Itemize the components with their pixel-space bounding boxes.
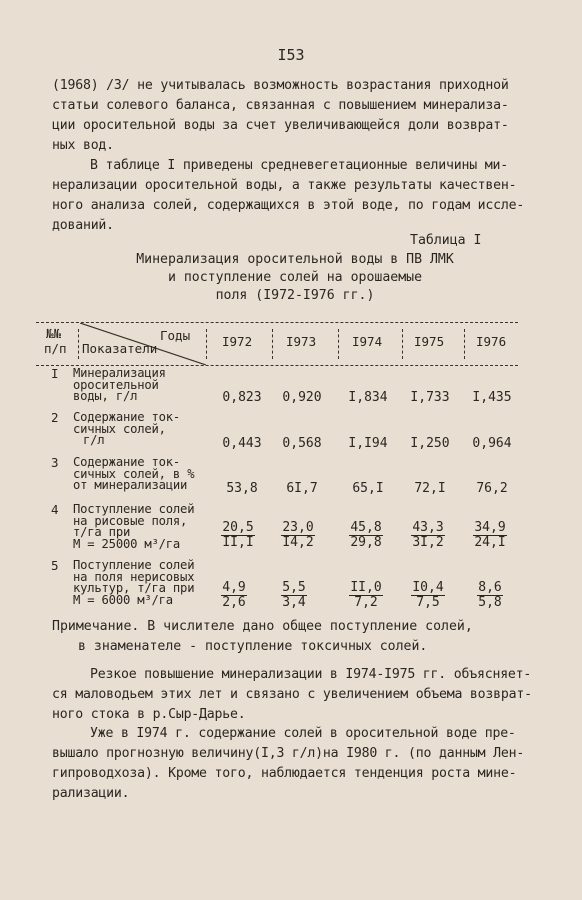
denominator: 24,I xyxy=(474,535,506,550)
header-year-1976: I976 xyxy=(476,334,507,349)
note-line: Примечание. В числителе дано общее поступление солей, xyxy=(52,619,473,634)
table-cell: I,435 xyxy=(472,390,512,405)
header-num-2: п/п xyxy=(44,341,67,356)
text-line: (1968) /3/ не учитывалась возможность возрастания приходной xyxy=(52,78,509,93)
table-title xyxy=(60,251,530,305)
row-label xyxy=(73,368,166,403)
numerator: 8,6 xyxy=(478,580,502,595)
paragraph-2 xyxy=(52,156,525,236)
denominator: 7,5 xyxy=(416,595,440,610)
title-line: Минерализация оросительной воды в ПВ ЛМК xyxy=(136,252,454,267)
text-line: дований. xyxy=(52,218,114,233)
text-line: В таблице I приведены средневегетационные величины ми- xyxy=(90,158,508,173)
fraction-cell xyxy=(338,581,394,609)
numerator: 5,5 xyxy=(282,580,306,595)
header-year-1972: I972 xyxy=(222,334,253,349)
row-label xyxy=(73,504,194,550)
table-cell: 53,8 xyxy=(226,481,258,496)
table-cell: 0,568 xyxy=(282,436,322,451)
table-cell: 72,I xyxy=(414,481,446,496)
row-number: 2 xyxy=(51,410,59,425)
label-line: г/л xyxy=(83,433,105,447)
paragraph-1 xyxy=(52,76,522,156)
row-number: 5 xyxy=(51,558,59,573)
fraction-cell xyxy=(400,521,456,549)
label-line: Минерализация xyxy=(73,366,166,380)
numerator: 43,3 xyxy=(412,520,444,535)
denominator: 7,2 xyxy=(354,595,378,610)
label-line: культур, т/га при xyxy=(73,581,195,595)
numerator: 45,8 xyxy=(350,520,382,535)
fraction-cell xyxy=(462,581,518,609)
table-cell: 6I,7 xyxy=(286,481,318,496)
text-line: ции оросительной воды за счет увеличивающейся доли возврат- xyxy=(52,118,509,133)
fraction-cell xyxy=(338,521,394,549)
text-line: ся маловодьем этих лет и связано с увеличением объема возврат- xyxy=(52,687,532,702)
header-separator xyxy=(78,329,79,359)
table-cell: 0,920 xyxy=(282,390,322,405)
table-cell: I,250 xyxy=(410,436,450,451)
row-label xyxy=(73,560,194,606)
fraction-cell xyxy=(266,581,322,609)
numerator: 34,9 xyxy=(474,520,506,535)
title-line: и поступление солей на орошаемые xyxy=(167,270,423,285)
numerator: 23,0 xyxy=(282,520,314,535)
table-cell: I,733 xyxy=(410,390,450,405)
header-year-1974: I974 xyxy=(352,334,383,349)
label-line: М = 6000 м³/га xyxy=(73,592,173,607)
table-cell: I,834 xyxy=(348,390,388,405)
table-cell: 76,2 xyxy=(476,481,508,496)
denominator: 3,4 xyxy=(282,595,306,610)
label-line: на поля нерисовых xyxy=(73,569,195,584)
header-separator xyxy=(206,329,207,359)
table-cell: 0,823 xyxy=(222,390,262,405)
label-line: Поступление солей xyxy=(73,502,195,516)
text-line: рализации. xyxy=(52,786,130,801)
header-year-1973: I973 xyxy=(286,334,317,349)
text-line: гипроводхоза). Кроме того, наблюдается тенденция роста мине- xyxy=(52,766,517,781)
table-header xyxy=(36,322,518,366)
paragraph-4 xyxy=(52,724,525,804)
denominator: II,I xyxy=(222,535,254,550)
fraction-cell xyxy=(270,521,326,549)
numerator: 4,9 xyxy=(222,580,246,595)
text-line: статьи солевого баланса, связанная с повышением минерализа- xyxy=(52,98,509,113)
fraction-cell xyxy=(210,521,266,549)
label-line: Содержание ток- xyxy=(73,455,181,469)
text-line: вышало прогнозную величину(I,3 г/л)на I980 г. (по данным Лен- xyxy=(52,746,525,761)
row-label xyxy=(73,457,194,492)
numerator: 20,5 xyxy=(222,520,254,535)
fraction-cell xyxy=(206,581,262,609)
label-line: Содержание ток- xyxy=(73,410,181,424)
title-line: поля (I972-I976 гг.) xyxy=(215,288,375,303)
row-number: 3 xyxy=(51,455,59,470)
label-line: сичных солей, xyxy=(73,421,166,436)
header-separator xyxy=(464,329,465,359)
denominator: 2,6 xyxy=(222,595,246,610)
header-separator xyxy=(338,329,339,359)
text-line: ного стока в р.Сыр-Дарье. xyxy=(52,707,246,722)
text-line: нерализации оросительной воды, а также результаты качествен- xyxy=(52,178,517,193)
label-line: Поступление солей xyxy=(73,558,195,572)
header-indicator: Показатели xyxy=(82,341,158,356)
table-note xyxy=(52,617,473,657)
denominator: 3I,2 xyxy=(412,535,444,550)
row-number: I xyxy=(51,366,59,381)
header-year-1975: I975 xyxy=(414,334,445,349)
table-label: Таблица I xyxy=(410,233,482,248)
table-cell: I,I94 xyxy=(348,436,388,451)
table-cell: 65,I xyxy=(352,481,384,496)
header-separator xyxy=(402,329,403,359)
label-line: сичных солей, в % xyxy=(73,466,195,481)
label-line: М = 25000 м³/га xyxy=(73,536,181,551)
label-line: от минерализации xyxy=(73,478,188,492)
denominator: 5,8 xyxy=(478,595,502,610)
page-number: I53 xyxy=(277,46,305,64)
table-cell: 0,964 xyxy=(472,436,512,451)
header-years-label: Годы xyxy=(160,328,191,343)
denominator: 29,8 xyxy=(350,535,382,550)
header-num-1: №№ xyxy=(46,326,62,341)
label-line: воды, г/л xyxy=(73,389,138,403)
row-number: 4 xyxy=(51,502,59,517)
text-line: ных вод. xyxy=(52,138,114,153)
row-label xyxy=(73,412,180,447)
denominator: I4,2 xyxy=(282,535,314,550)
header-separator xyxy=(272,329,273,359)
numerator: I0,4 xyxy=(412,580,444,595)
table-cell: 0,443 xyxy=(222,436,262,451)
numerator: II,0 xyxy=(350,580,382,595)
label-line: т/га при xyxy=(73,525,131,539)
text-line: ного анализа солей, содержащихся в этой воде, по годам иссле- xyxy=(52,198,525,213)
note-line: в знаменателе - поступление токсичных солей. xyxy=(78,639,428,654)
label-line: оросительной xyxy=(73,377,159,392)
text-line: Уже в I974 г. содержание солей в оросительной воде пре- xyxy=(90,726,516,741)
fraction-cell xyxy=(400,581,456,609)
text-line: Резкое повышение минерализации в I974-I975 гг. объясняет- xyxy=(90,667,532,682)
label-line: на рисовые поля, xyxy=(73,513,188,528)
paragraph-3 xyxy=(52,665,532,725)
fraction-cell xyxy=(462,521,518,549)
